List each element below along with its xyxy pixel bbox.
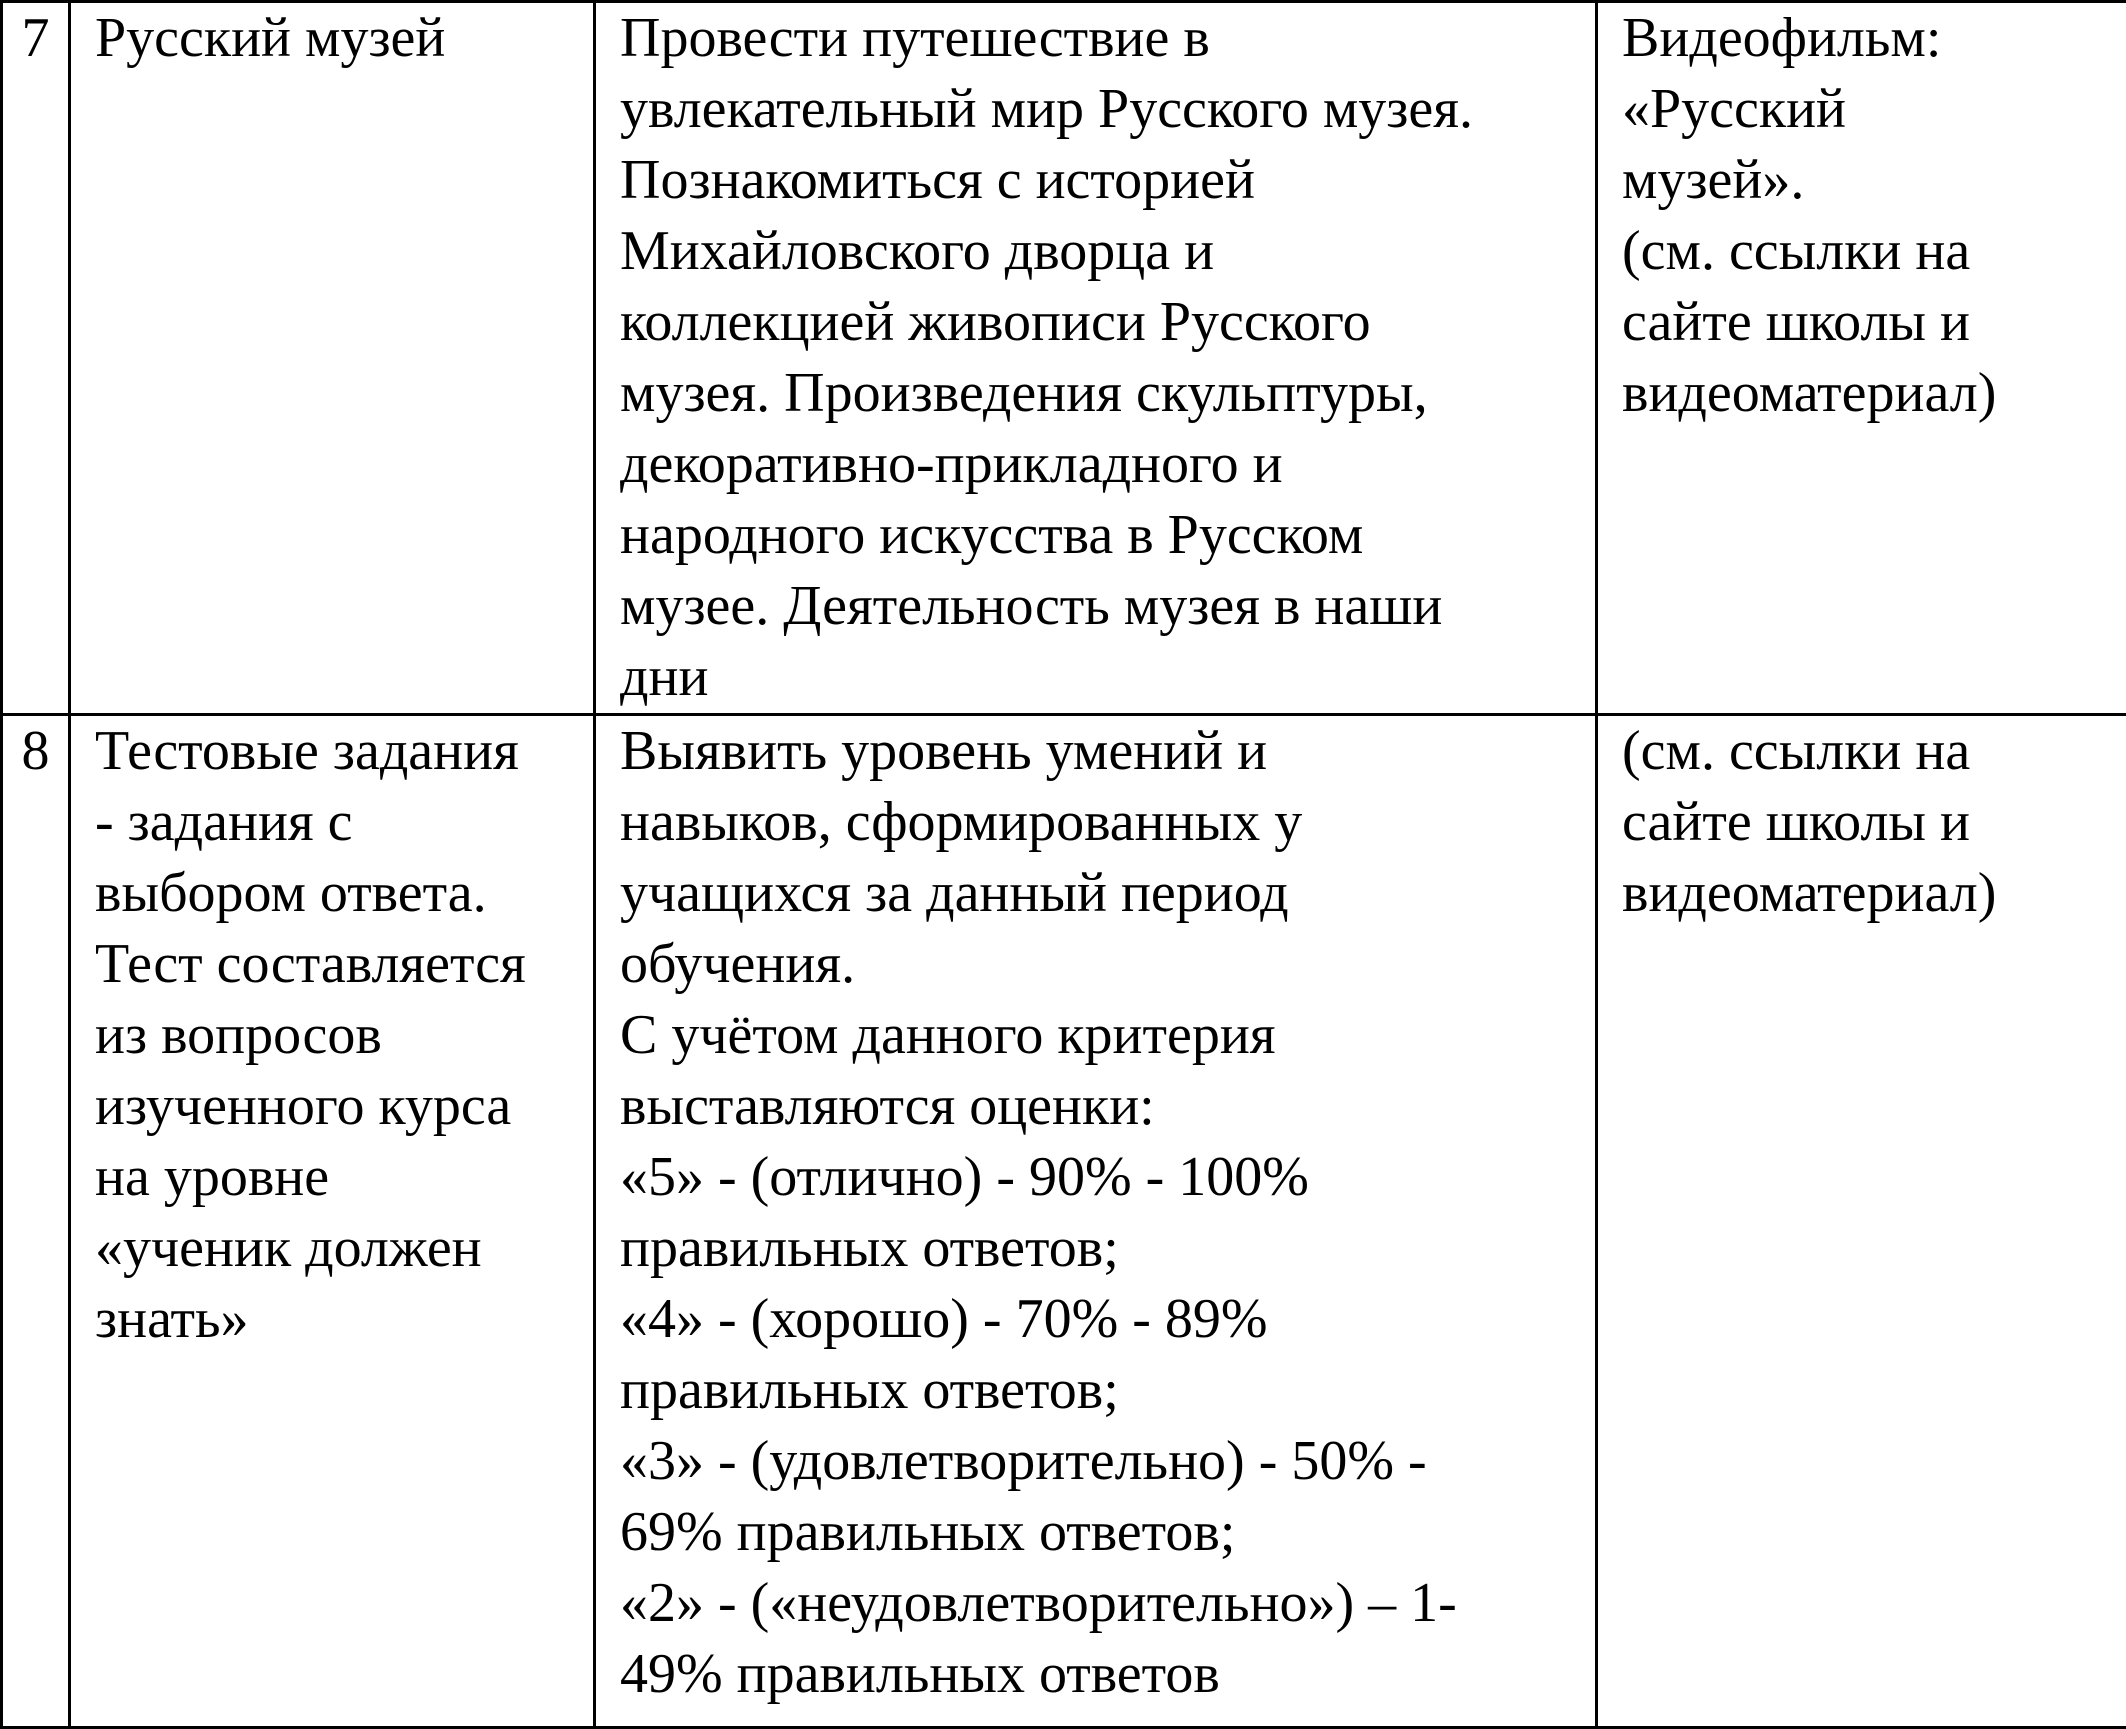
resources-line: «Русский	[1622, 74, 2126, 145]
resources-line: музей».	[1622, 145, 2126, 216]
topic-line: на уровне	[95, 1142, 593, 1213]
topic-cell	[70, 715, 595, 1728]
goal-line: музее. Деятельность музея в наши	[620, 571, 1595, 642]
goal-line: выставляются оценки:	[620, 1071, 1595, 1142]
goal-line: дни	[620, 642, 1595, 713]
goal-line: учащихся за данный период	[620, 858, 1595, 929]
goal-line: Выявить уровень умений и	[620, 716, 1595, 787]
goal-line: Провести путешествие в	[620, 3, 1595, 74]
table-row	[2, 2, 2126, 715]
goal-line: коллекцией живописи Русского	[620, 287, 1595, 358]
goal-line: «3» - (удовлетворительно) - 50% -	[620, 1426, 1595, 1497]
goal-cell	[595, 715, 1597, 1728]
goal-line: увлекательный мир Русского музея.	[620, 74, 1595, 145]
row-number: 8	[3, 716, 68, 787]
table-row	[2, 715, 2126, 1728]
row-number: 7	[3, 3, 68, 74]
goal-line: Михайловского дворца и	[620, 216, 1595, 287]
topic-line: из вопросов	[95, 1000, 593, 1071]
resources-line: сайте школы и	[1622, 787, 2126, 858]
goal-line: декоративно-прикладного и	[620, 429, 1595, 500]
goal-line: правильных ответов;	[620, 1213, 1595, 1284]
goal-line: С учётом данного критерия	[620, 1000, 1595, 1071]
resources-line: (см. ссылки на	[1622, 716, 2126, 787]
topic-line: «ученик должен	[95, 1213, 593, 1284]
goal-line: 49% правильных ответов	[620, 1639, 1595, 1710]
topic-line: знать»	[95, 1284, 593, 1355]
resources-line: видеоматериал)	[1622, 358, 2126, 429]
resources-line: видеоматериал)	[1622, 858, 2126, 929]
resources-line: Видеофильм:	[1622, 3, 2126, 74]
topic-line: выбором ответа.	[95, 858, 593, 929]
goal-line: Познакомиться с историей	[620, 145, 1595, 216]
topic-line: изученного курса	[95, 1071, 593, 1142]
row-number-cell	[2, 715, 70, 1728]
resources-line: сайте школы и	[1622, 287, 2126, 358]
topic-line: Тестовые задания	[95, 716, 593, 787]
topic-line: - задания с	[95, 787, 593, 858]
topic-cell	[70, 2, 595, 715]
goal-line: народного искусства в Русском	[620, 500, 1595, 571]
goal-cell	[595, 2, 1597, 715]
resources-cell	[1597, 715, 2126, 1728]
goal-line: «2» - («неудовлетворительно») – 1-	[620, 1568, 1595, 1639]
goal-line: музея. Произведения скульптуры,	[620, 358, 1595, 429]
row-number-cell	[2, 2, 70, 715]
topic-line: Тест составляется	[95, 929, 593, 1000]
topic-line: Русский музей	[95, 3, 593, 74]
goal-line: обучения.	[620, 929, 1595, 1000]
goal-line: «5» - (отлично) - 90% - 100%	[620, 1142, 1595, 1213]
goal-line: 69% правильных ответов;	[620, 1497, 1595, 1568]
goal-line: «4» - (хорошо) - 70% - 89%	[620, 1284, 1595, 1355]
resources-cell	[1597, 2, 2126, 715]
goal-line: правильных ответов;	[620, 1355, 1595, 1426]
resources-line: (см. ссылки на	[1622, 216, 2126, 287]
goal-line: навыков, сформированных у	[620, 787, 1595, 858]
